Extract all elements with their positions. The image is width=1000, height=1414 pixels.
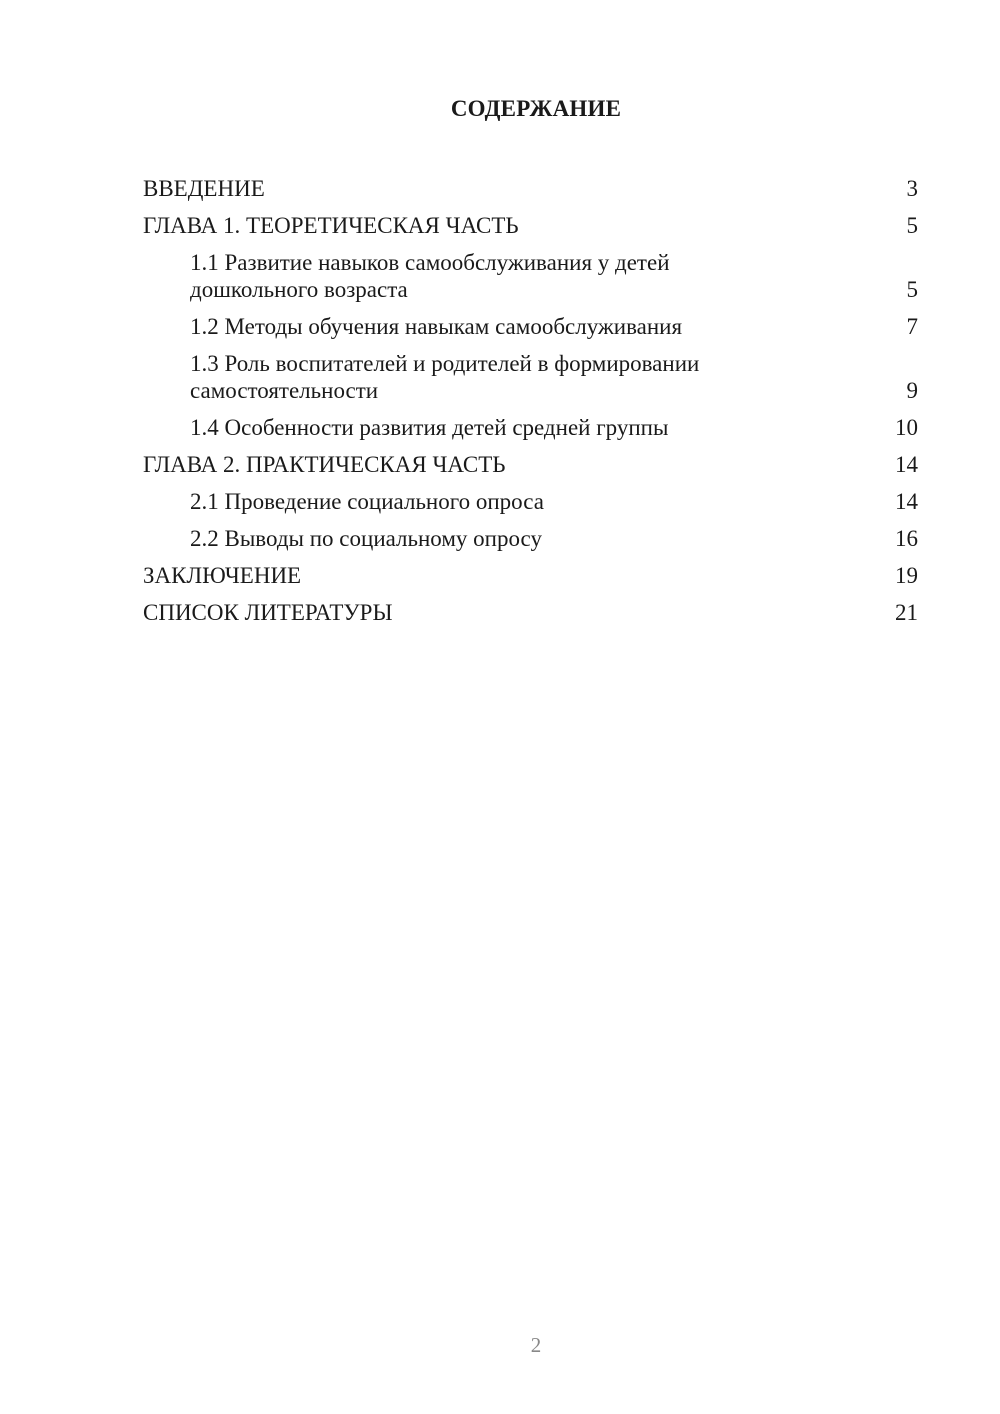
- toc-entry-page: 16: [895, 526, 918, 551]
- toc-title: СОДЕРЖАНИЕ: [450, 96, 622, 121]
- toc-entry-label: ГЛАВА 1. ТЕОРЕТИЧЕСКАЯ ЧАСТЬ: [143, 213, 519, 238]
- page-number: 2: [530, 1333, 542, 1357]
- table-of-contents: [143, 170, 918, 631]
- toc-entry-chapter-1[interactable]: [143, 207, 918, 244]
- toc-entry-page: 19: [895, 563, 918, 588]
- toc-entry-references[interactable]: [143, 594, 918, 631]
- toc-entry-label: ГЛАВА 2. ПРАКТИЧЕСКАЯ ЧАСТЬ: [143, 452, 506, 477]
- toc-entry-label: СПИСОК ЛИТЕРАТУРЫ: [143, 600, 393, 625]
- toc-entry-label: 2.1 Проведение социального опроса: [190, 489, 544, 514]
- toc-entry-label: ВВЕДЕНИЕ: [143, 176, 265, 201]
- toc-entry-label: 1.3 Роль воспитателей и родителей в формировании самостоятельности: [190, 351, 700, 403]
- toc-entry-page: 9: [906, 378, 918, 403]
- toc-entry-section-2-1[interactable]: [143, 483, 918, 520]
- toc-entry-section-2-2[interactable]: [143, 520, 918, 557]
- toc-entry-page: 10: [895, 415, 918, 440]
- toc-entry-introduction[interactable]: [143, 170, 918, 207]
- toc-entry-page: 3: [906, 176, 918, 201]
- toc-entry-conclusion[interactable]: [143, 557, 918, 594]
- toc-entry-label: ЗАКЛЮЧЕНИЕ: [143, 563, 302, 588]
- toc-entry-page: 14: [895, 452, 918, 477]
- toc-entry-page: 5: [906, 213, 918, 238]
- toc-entry-section-1-4[interactable]: [143, 409, 918, 446]
- toc-entry-label: 1.4 Особенности развития детей средней группы: [190, 415, 669, 440]
- toc-entry-label: 1.1 Развитие навыков самообслуживания у детей дошкольного возраста: [190, 250, 670, 302]
- toc-entry-label: 2.2 Выводы по социальному опросу: [190, 526, 542, 551]
- toc-entry-section-1-3[interactable]: [143, 345, 918, 409]
- toc-entry-label: 1.2 Методы обучения навыкам самообслуживания: [190, 314, 683, 339]
- toc-entry-section-1-1[interactable]: [143, 244, 918, 308]
- toc-entry-page: 5: [906, 277, 918, 302]
- toc-entry-page: 21: [895, 600, 918, 625]
- toc-entry-chapter-2[interactable]: [143, 446, 918, 483]
- toc-entry-section-1-2[interactable]: [143, 308, 918, 345]
- toc-entry-page: 14: [895, 489, 918, 514]
- toc-entry-page: 7: [906, 314, 918, 339]
